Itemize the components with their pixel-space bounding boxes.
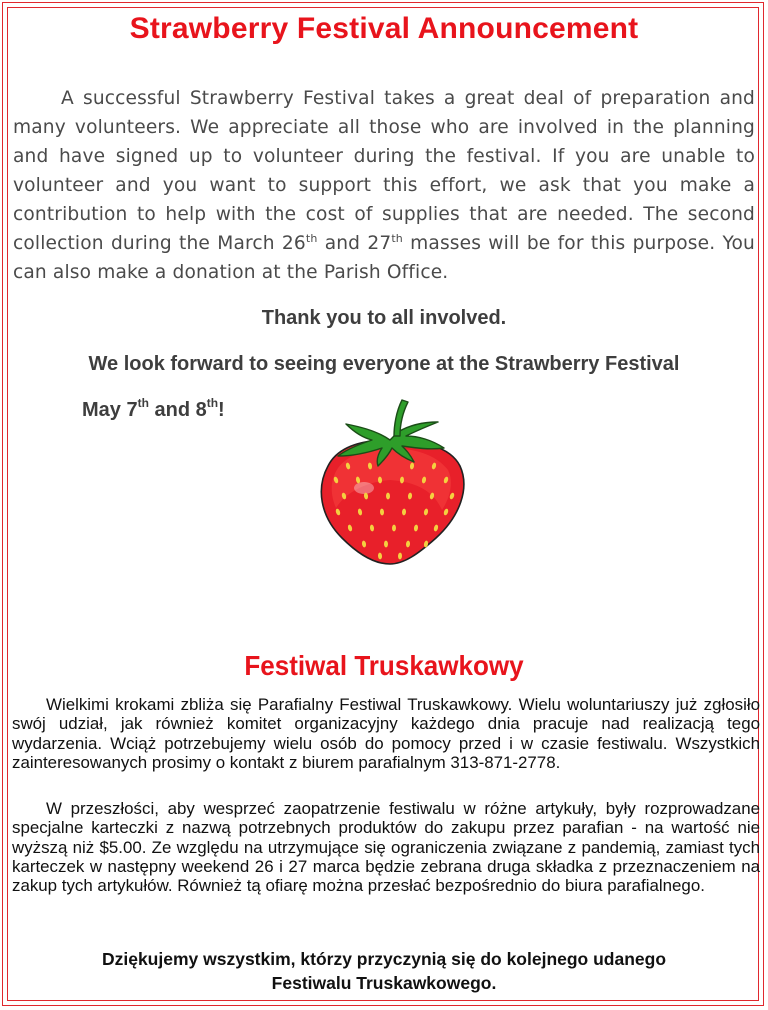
thank-you-line: Thank you to all involved.: [261, 307, 507, 329]
date-text-1: May 7: [82, 399, 138, 421]
ordinal-suffix-8: th: [206, 396, 219, 410]
intro-text-3: masses will be for this purpose. You can also make a donation at the Parish Office.: [13, 233, 755, 283]
date-text-2: and 8: [148, 399, 207, 421]
polish-closing-line-1: Dziękujemy wszystkim, którzy przyczynią się do kolejnego udanego: [101, 949, 667, 969]
intro-text-2: and 27: [317, 233, 392, 254]
look-forward-line: We look forward to seeing everyone at the Strawberry Festival: [88, 353, 680, 375]
strawberry-icon: [308, 396, 472, 568]
ordinal-suffix-27: th: [391, 232, 403, 245]
ordinal-suffix-7: th: [137, 396, 149, 410]
intro-text-1: A successful Strawberry Festival takes a great deal of preparation and many volunteers. We appreciate all those who are involved in the planning and have signed up to volunteer during the festival. If you are unable to volunteer and you want to support this effort, we ask that you make a contribution to help with the cost of supplies that are needed. The second collection during the March 26: [13, 88, 755, 254]
polish-closing-line-2: Festiwalu Truskawkowego.: [271, 973, 497, 993]
polish-paragraph-1: [12, 695, 760, 772]
announcement-intro: [13, 84, 755, 287]
polish-closing: [0, 947, 768, 995]
polish-paragraph-2: [12, 799, 760, 895]
announcement-title: Strawberry Festival Announcement: [129, 12, 639, 45]
ordinal-suffix-26: th: [305, 232, 318, 245]
festival-dates: [82, 396, 225, 422]
polish-paragraph-2-text: W przeszłości, aby wesprzeć zaopatrzenie festiwalu w różne artykuły, były rozprowadzane specjalne karteczki z nazwą potrzebnych produktów do zakupu przez parafian - na wartość nie wyższą niż $5.00. Ze względu na utrzymujące się ograniczenia związane z pandemią, zamiast tych karteczek w następny weekend 26 i 27 marca będzie zebrana druga składka z przeznaczeniem na zakup tych artykułów. Również tą ofiarę można przesłać bezpośrednio do biura parafialnego.: [12, 799, 760, 896]
polish-title: Festiwal Truskawkowy: [244, 650, 524, 681]
polish-paragraph-1-text: Wielkimi krokami zbliża się Parafialny Festiwal Truskawkowy. Wielu woluntariuszy już zgłosiło swój udział, jak również komitet organizacyjny każdego dnia pracuje nad realizacją tego wydarzenia. Wciąż potrzebujemy wielu osób do pomocy przed i w czasie festiwalu. Wszystkich zainteresowanych prosimy o kontakt z biurem parafialnym 313-871-2778.: [12, 695, 760, 772]
date-text-3: !: [218, 399, 225, 421]
